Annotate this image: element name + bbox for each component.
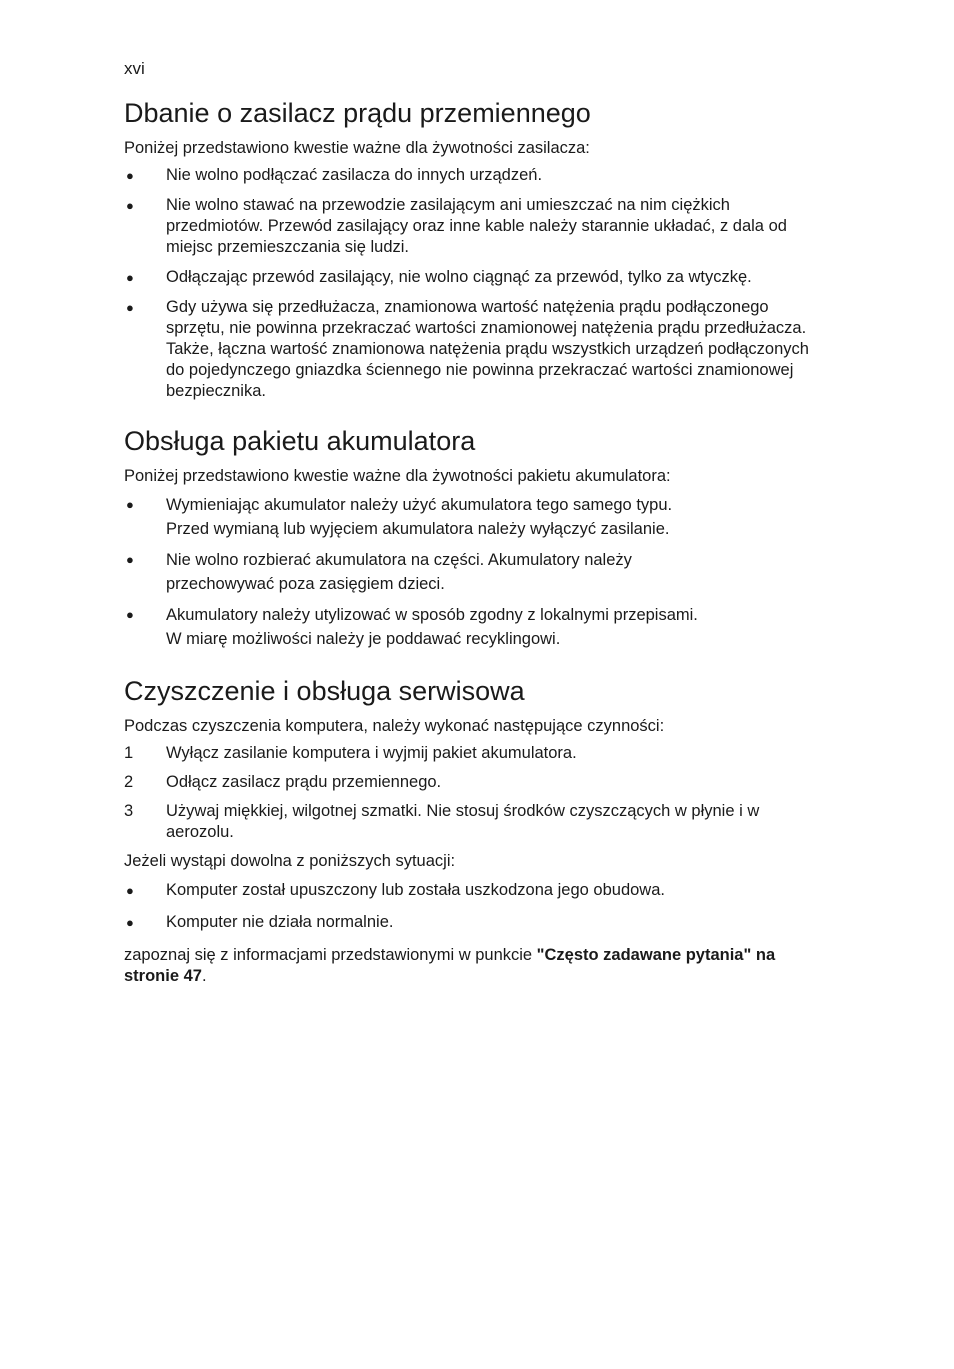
list-item: ● Komputer nie działa normalnie.: [126, 913, 394, 931]
section-title-cleaning: Czyszczenie i obsługa serwisowa: [124, 676, 525, 706]
bullet-icon: ●: [126, 270, 134, 285]
step-item: 1 Wyłącz zasilanie komputera i wyjmij pakiet akumulatora.: [124, 744, 577, 762]
section-intro: Poniżej przedstawiono kwestie ważne dla żywotności pakietu akumulatora:: [124, 467, 671, 485]
section-intro: Podczas czyszczenia komputera, należy wykonać następujące czynności:: [124, 717, 665, 735]
bullet-icon: ●: [126, 198, 134, 213]
bullet-icon: ●: [126, 300, 134, 315]
list-item: ● Komputer został upuszczony lub została uszkodzona jego obudowa.: [126, 881, 665, 899]
list-item: ● Gdy używa się przedłużacza, znamionowa wartość natężenia prądu podłączonego sprzętu, nie powinna przekraczać wartości znamionowej natężenia prądu przedłużacza. Także, łączna wartość znamionowa natężenia prądu wszystkich urządzeń podłączonych do pojedynczego gniazdka ściennego nie powinna przekraczać wartości znamionowej bezpiecznika.: [126, 298, 809, 400]
list-item: ● Odłączając przewód zasilający, nie wolno ciągnąć za przewód, tylko za wtyczkę.: [126, 268, 752, 286]
section-intro: Poniżej przedstawiono kwestie ważne dla żywotności zasilacza:: [124, 139, 590, 157]
bullet-icon: ●: [126, 607, 134, 622]
page-content: [124, 96, 814, 993]
list-item: ● Akumulatory należy utylizować w sposób zgodny z lokalnymi przepisami. W miarę możliwości należy je poddawać recyklingowi.: [124, 603, 814, 651]
list-item: ● Nie wolno rozbierać akumulatora na części. Akumulatory należy przechowywać poza zasięgiem dzieci.: [124, 548, 814, 596]
bullet-icon: ●: [126, 915, 134, 930]
step-number: 3: [124, 802, 134, 820]
bullet-icon: ●: [126, 497, 134, 512]
step-item: 3 Używaj miękkiej, wilgotnej szmatki. Nie stosuj środków czyszczących w płynie i w aerozolu.: [124, 802, 760, 841]
page-number: xvi: [124, 59, 145, 78]
bullet-icon: ●: [126, 883, 134, 898]
bullet-icon: ●: [126, 552, 134, 567]
step-number: 2: [124, 773, 134, 791]
section-title-ac-adapter: Dbanie o zasilacz prądu przemiennego: [124, 98, 591, 128]
step-number: 1: [124, 744, 134, 762]
battery-list: [124, 493, 814, 651]
bullet-icon: ●: [126, 168, 134, 183]
situations-intro: Jeżeli wystąpi dowolna z poniższych sytuacji:: [124, 852, 456, 870]
faq-reference-link[interactable]: "Często zadawane pytania" na stronie 47: [124, 946, 776, 985]
step-item: 2 Odłącz zasilacz prądu przemiennego.: [124, 773, 442, 791]
list-item: ● Nie wolno podłączać zasilacza do innych urządzeń.: [126, 166, 543, 184]
cleaning-steps: [124, 743, 814, 843]
list-item: ● Nie wolno stawać na przewodzie zasilającym ani umieszczać na nim ciężkich przedmiotów. Przewód zasilający oraz inne kable należy starannie układać, z dala od miejsc przemieszczania się ludzi.: [126, 196, 787, 256]
situations-list: [124, 880, 814, 933]
closing-paragraph: zapoznaj się z informacjami przedstawionymi w punkcie "Często zadawane pytania" na stronie 47.: [124, 946, 776, 985]
ac-adapter-list: [124, 165, 814, 402]
list-item: ● Wymieniając akumulator należy użyć akumulatora tego samego typu. Przed wymianą lub wyjęciem akumulatora należy wyłączyć zasilanie.: [124, 493, 814, 541]
section-title-battery: Obsługa pakietu akumulatora: [124, 426, 476, 456]
